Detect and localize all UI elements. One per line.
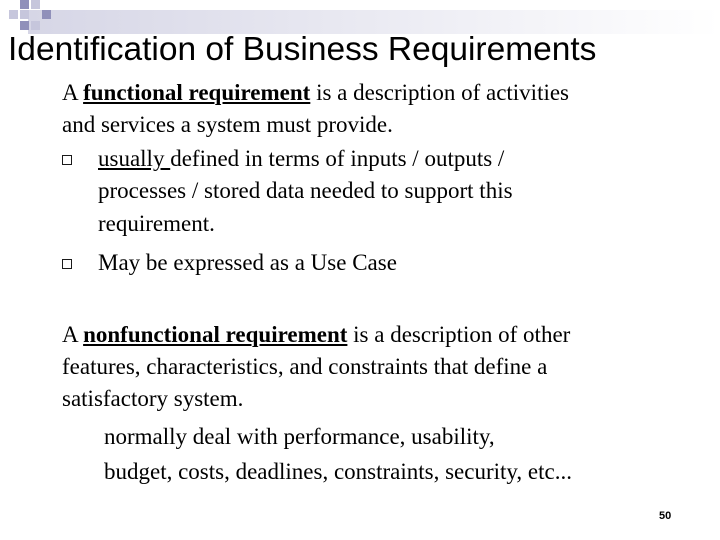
slide-title: Identification of Business Requirements xyxy=(8,31,597,68)
bullet-1-line-2: processes / stored data needed to support this xyxy=(98,178,513,203)
bullet-1-line-1 xyxy=(98,147,504,170)
nonfunctional-prefix: A xyxy=(62,322,84,347)
functional-line-1-rest: is a description of activities xyxy=(310,80,570,105)
bullet-1-underlined: usually xyxy=(98,146,171,171)
checkbox-bullet-icon xyxy=(62,155,72,165)
deco-square xyxy=(9,10,18,19)
nonfunctional-term: nonfunctional requirement xyxy=(83,322,348,347)
functional-term: functional requirement xyxy=(83,80,311,105)
bullet-1-line-3: requirement. xyxy=(98,211,215,236)
checkbox-bullet-icon xyxy=(62,259,72,269)
nonfunctional-note-line-1: normally deal with performance, usability, xyxy=(104,424,495,449)
deco-square xyxy=(20,10,29,19)
bullet-2-line-1: May be expressed as a Use Case xyxy=(98,250,397,275)
functional-prefix: A xyxy=(62,80,84,105)
nonfunctional-line-1-rest: is a description of other xyxy=(347,322,571,347)
nonfunctional-note-line-2: budget, costs, deadlines, constraints, security, etc... xyxy=(104,459,572,484)
bullet-1-line-1-rest: defined in terms of inputs / outputs / xyxy=(170,146,505,171)
functional-line-1 xyxy=(62,81,569,104)
deco-square xyxy=(31,21,40,30)
deco-square xyxy=(20,0,29,9)
deco-square xyxy=(42,10,51,19)
nonfunctional-line-1 xyxy=(62,323,570,346)
functional-line-2: and services a system must provide. xyxy=(62,112,393,137)
nonfunctional-line-3: satisfactory system. xyxy=(62,386,244,411)
page-number: 50 xyxy=(659,510,672,522)
nonfunctional-line-2: features, characteristics, and constraints that define a xyxy=(62,354,548,379)
deco-square xyxy=(31,0,40,9)
deco-square xyxy=(20,21,29,30)
